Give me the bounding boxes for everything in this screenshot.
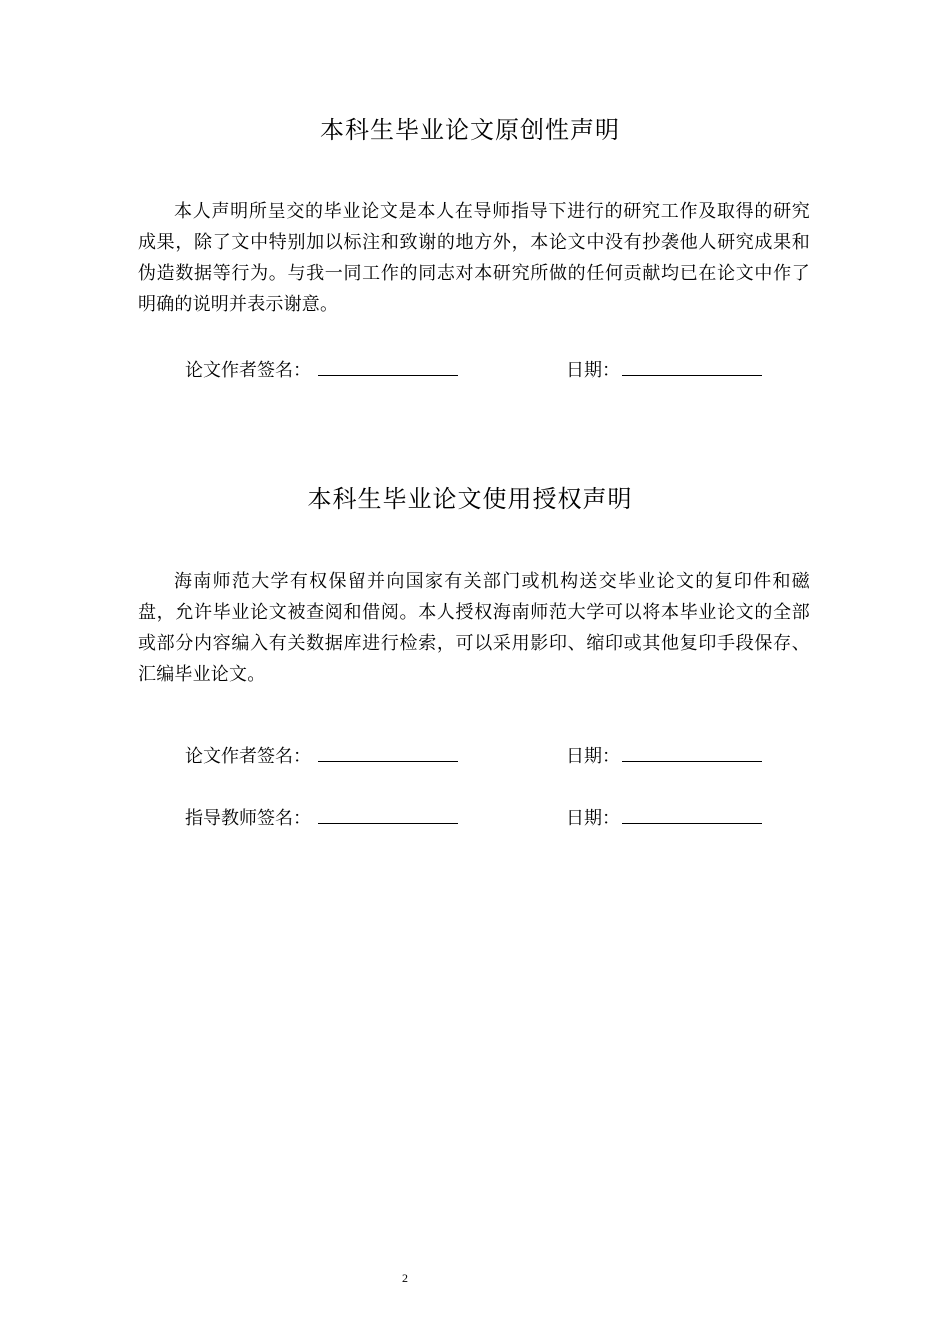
date-line[interactable]: [622, 823, 762, 824]
authorization-advisor-signature-row: [0, 804, 950, 828]
originality-signature-row: [0, 356, 950, 380]
page-number: 2: [402, 1271, 408, 1285]
date-line[interactable]: [622, 375, 762, 376]
date-label: 日期：: [566, 808, 620, 829]
advisor-signature-line[interactable]: [318, 823, 458, 824]
advisor-signature-label: 指导教师签名：: [185, 808, 311, 829]
originality-statement-body: 本人声明所呈交的毕业论文是本人在导师指导下进行的研究工作及取得的研究成果，除了文中特别加以标注和致谢的地方外，本论文中没有抄袭他人研究成果和伪造数据等行为。与我一同工作的同志对本研究所做的任何贡献均已在论文中作了明确的说明并表示谢意。: [138, 201, 810, 315]
date-line[interactable]: [622, 761, 762, 762]
author-signature-label: 论文作者签名：: [185, 360, 311, 381]
author-signature-label: 论文作者签名：: [185, 746, 311, 767]
originality-statement-title: 本科生毕业论文原创性声明: [320, 116, 620, 144]
author-signature-line[interactable]: [318, 375, 458, 376]
authorization-statement-title: 本科生毕业论文使用授权声明: [307, 485, 633, 513]
author-signature-line[interactable]: [318, 761, 458, 762]
date-label: 日期：: [566, 746, 620, 767]
authorization-author-signature-row: [0, 742, 950, 766]
date-label: 日期：: [566, 360, 620, 381]
authorization-statement-body: 海南师范大学有权保留并向国家有关部门或机构送交毕业论文的复印件和磁盘，允许毕业论文被查阅和借阅。本人授权海南师范大学可以将本毕业论文的全部或部分内容编入有关数据库进行检索，可以采用影印、缩印或其他复印手段保存、汇编毕业论文。: [138, 571, 810, 685]
